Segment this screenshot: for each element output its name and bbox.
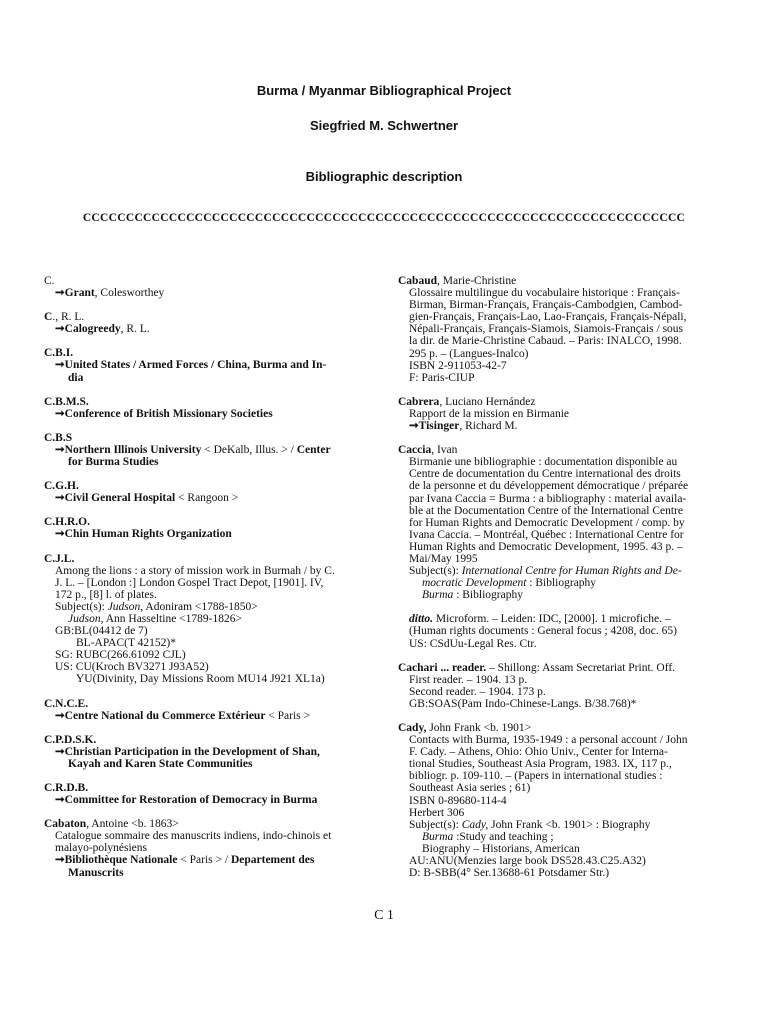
author-name: Siegfried M. Schwertner bbox=[309, 118, 459, 133]
entry-cgh: C.G.H. ➞Civil General Hospital < Rangoon > bbox=[44, 480, 239, 505]
see-arrow-icon: ➞ bbox=[55, 323, 65, 336]
see-arrow-icon: ➞ bbox=[55, 443, 65, 456]
see-arrow-icon: ➞ bbox=[55, 745, 65, 758]
entry-heading: C. bbox=[44, 275, 55, 287]
page-number: C 1 bbox=[374, 908, 394, 923]
right-column bbox=[398, 275, 726, 891]
entry-cbms: C.B.M.S. ➞Conference of British Missionary Societies bbox=[44, 395, 273, 420]
see-arrow-icon: ➞ bbox=[409, 420, 419, 433]
project-title: Burma / Myanmar Bibliographical Project bbox=[256, 83, 512, 98]
entry-cbs: C.B.S ➞Northern Illinois University < DeKalb, Illus. > / Center for Burma Studies bbox=[44, 431, 331, 469]
see-arrow-icon: ➞ bbox=[55, 287, 65, 300]
entry-c-rl: C., R. L. ➞Calogreedy, R. L. bbox=[44, 311, 150, 336]
see-arrow-icon: ➞ bbox=[55, 492, 65, 505]
see-arrow-icon: ➞ bbox=[55, 854, 65, 867]
see-arrow-icon: ➞ bbox=[55, 528, 65, 541]
see-arrow-icon: ➞ bbox=[55, 794, 65, 807]
see-arrow-icon: ➞ bbox=[55, 709, 65, 722]
entry-cabaton: Cabaton, Antoine <b. 1863> Catalogue sommaire des manuscrits indiens, indo-chinois et malayo-polynésiens ➞Bibliothèque Nationale < Paris > / Departement des Manuscrits bbox=[44, 818, 332, 879]
entry-crdb: C.R.D.B. ➞Committee for Restoration of Democracy in Burma bbox=[44, 782, 318, 807]
entry-caccia: Caccia, Ivan Birmanie une bibliographie : documentation disponible au Centre de documentation du Centre international des droits de la personne et du développement démocratique / préparée par Ivana Caccia = Burma : a bibliography : material availa- ble at the Documentation Centre of the International Centre for Human Rights and Democratic Development / comp. by Ivana Caccia. – Montréal, Québec : International Centre for Human Rights and Democratic Development, 1995. 43 p. – Mai/May 1995 Subject(s): International Centre for Human Rights and De- mocratic Development : Bibliography Burma : Bibliography ditto. Microform. – Leiden: IDC, [2000]. 1 microfiche. – (Human rights documents : General focus ; 4208, doc. 65) US: CSdUu-Legal Res. Ctr. bbox=[398, 444, 689, 650]
entry-cjl: C.J.L. Among the lions : a story of mission work in Burmah / by C. J. L. – [London :] London Gospel Tract Depot, [1901]. IV, 172 p., [8] l. of plates. Subject(s): Judson, Adoniram <1788-1850> Judson, Ann Hasseltine <1789-1826> GB:BL(04412 de 7) BL-APAC(T 42152)* SG: RUBC(266.61092 CJL) US: CU(Kroch BV3271 J93A52) YU(Divinity, Day Missions Room MU14 J921 XL1a) bbox=[44, 552, 335, 686]
entry-cpdsk: C.P.D.S.K. ➞Christian Participation in the Development of Shan, Kayah and Karen State Communities bbox=[44, 733, 320, 770]
section-title: Bibliographic description bbox=[305, 169, 463, 184]
left-column bbox=[44, 275, 372, 891]
entry-cabrera: Cabrera, Luciano Hernández Rapport de la mission en Birmanie ➞Tisinger, Richard M. bbox=[398, 395, 570, 433]
entry-c: C. ➞Grant, Colesworthey bbox=[44, 275, 372, 299]
entry-chro: C.H.R.O. ➞Chin Human Rights Organization bbox=[44, 516, 232, 541]
entry-cachari: Cachari ... reader. – Shillong: Assam Secretariat Print. Off. First reader. – 1904. 13 p. Second reader. – 1904. 173 p. GB:SOAS(Pam Indo-Chinese-Langs. B/38.768)* bbox=[398, 661, 676, 710]
see-arrow-icon: ➞ bbox=[55, 407, 65, 420]
entry-cbi: C.B.I. ➞United States / Armed Forces / China, Burma and In- dia bbox=[44, 347, 327, 384]
entry-cabaud: Cabaud, Marie-Christine Glossaire multilingue du vocabulaire historique : Français- Birman, Birman-Français, Français-Cambodgien, Cambod- gien-Français, Français-Lao, Lao-Français, Français-Népali, Népali-Français, Français-Siamois, Siamois-Français / sous la dir. de Marie-Christine Cabaud. – Paris: INALCO, 1998. 295 p. – (Langues-Inalco) ISBN 2-911053-42-7 F: Paris-CIUP bbox=[398, 275, 687, 384]
entry-cnce: C.N.C.E. ➞Centre National du Commerce Extérieur < Paris > bbox=[44, 697, 311, 722]
entry-cady: Cady, John Frank <b. 1901> Contacts with Burma, 1935-1949 : a personal account / John F. Cady. – Athens, Ohio: Ohio Univ., Center for Interna- tional Studies, Southeast Asia Program, 1983. IX, 117 p., bibliogr. p. 109-110. – (Papers in international studies : Southeast Asia series ; 61) ISBN 0-89680-114-4 Herbert 306 Subject(s): Cady, John Frank <b. 1901> : Biography Burma :Study and teaching ; Biography – Historians, American AU:ANU(Menzies large book DS528.43.C25.A32) D: B-SBB(4° Ser.13688-61 Potsdamer Str.) bbox=[398, 722, 688, 880]
letter-banner: CCCCCCCCCCCCCCCCCCCCCCCCCCCCCCCCCCCCCCCCCCCCCCCCCCCCCCCCCCCCCCCCCCCCCC bbox=[82, 212, 686, 224]
see-arrow-icon: ➞ bbox=[55, 359, 65, 372]
